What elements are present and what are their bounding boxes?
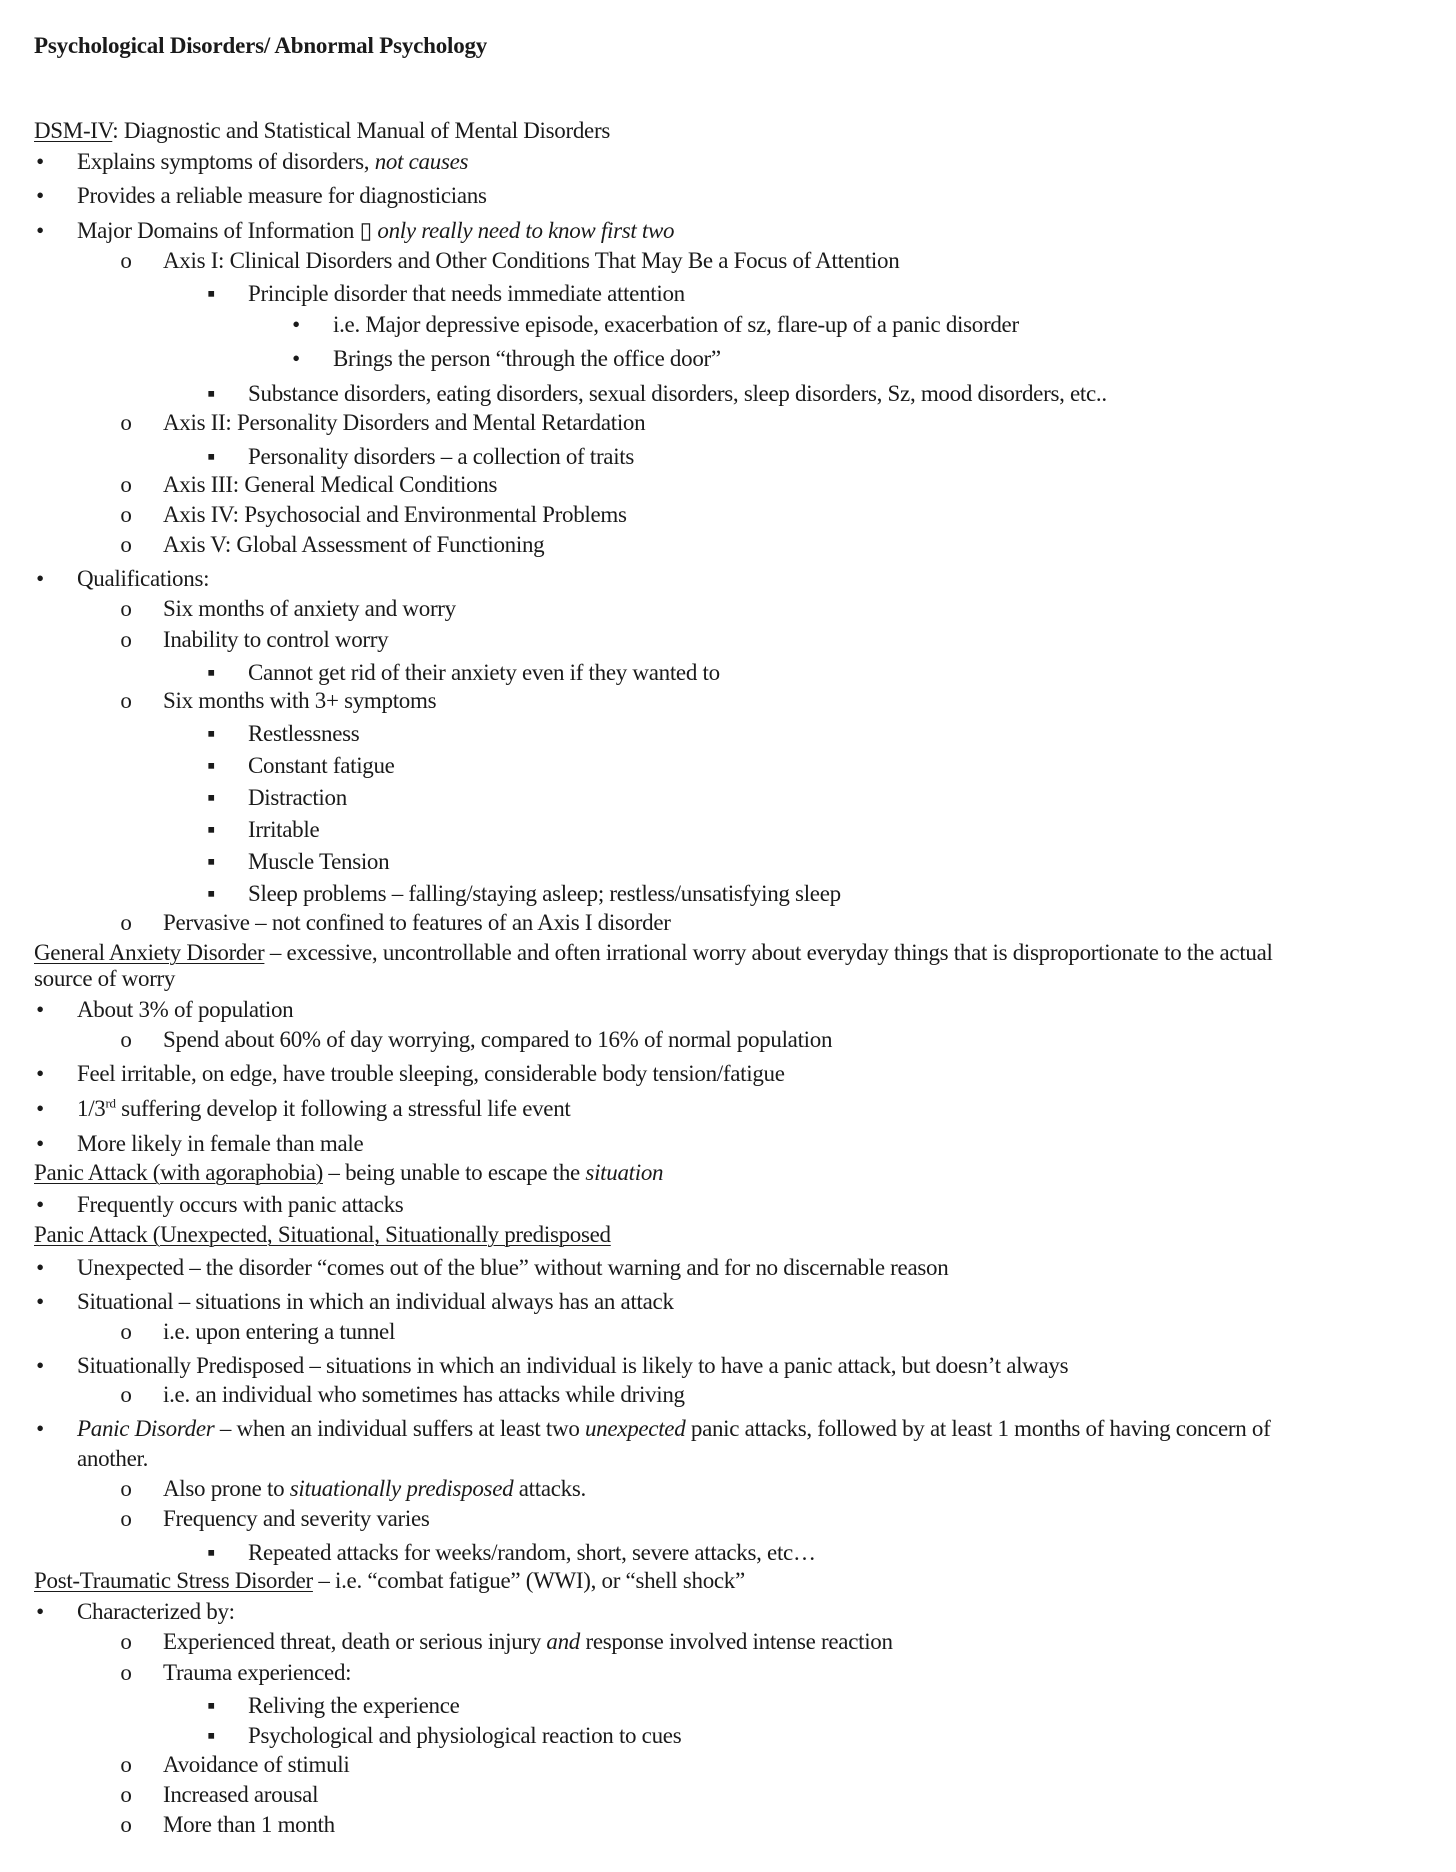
square-marker: ▪ [207, 444, 215, 469]
bullet-marker: • [36, 997, 44, 1022]
list-item: o Axis II: Personality Disorders and Mental Retardation [0, 408, 1456, 438]
circle-marker: o [120, 410, 132, 435]
section-heading-gad: General Anxiety Disorder – excessive, uncontrollable and often irrational worry about everyday things that is disproportionate to the actual [34, 940, 1273, 965]
list-item: • Unexpected – the disorder “comes out of the blue” without warning and for no discernable reason [0, 1253, 1456, 1283]
bullet-marker: • [36, 149, 44, 174]
list-item: o Spend about 60% of day worrying, compared to 16% of normal population [0, 1025, 1456, 1055]
square-marker: ▪ [207, 753, 215, 778]
bullet-marker: • [36, 1255, 44, 1280]
list-item: • About 3% of population [0, 995, 1456, 1025]
circle-marker: o [120, 1382, 132, 1407]
list-item: o Axis I: Clinical Disorders and Other Conditions That May Be a Focus of Attention [0, 246, 1456, 276]
square-marker: ▪ [207, 281, 215, 306]
list-item: ▪ Personality disorders – a collection of traits [0, 442, 1456, 472]
square-marker: ▪ [207, 1540, 215, 1565]
bullet-marker: • [36, 1061, 44, 1086]
list-item: • Qualifications: [0, 564, 1456, 594]
paragraph-continuation: another. [77, 1446, 149, 1471]
paragraph-continuation: source of worry [34, 966, 176, 991]
list-item: o Also prone to situationally predisposed attacks. [0, 1474, 1456, 1504]
list-item: • Feel irritable, on edge, have trouble sleeping, considerable body tension/fatigue [0, 1059, 1456, 1089]
bullet-marker: • [36, 183, 44, 208]
list-item: o Increased arousal [0, 1780, 1456, 1810]
section-heading-ptsd: Post-Traumatic Stress Disorder – i.e. “combat fatigue” (WWI), or “shell shock” [34, 1568, 745, 1593]
circle-marker: o [120, 627, 132, 652]
list-item: ▪ Principle disorder that needs immediate attention [0, 279, 1456, 309]
circle-marker: o [120, 472, 132, 497]
list-item: ▪ Cannot get rid of their anxiety even if they wanted to [0, 658, 1456, 688]
circle-marker: o [120, 1476, 132, 1501]
section-heading-dsm [0, 116, 1456, 146]
page-title: Psychological Disorders/ Abnormal Psychology [34, 33, 488, 58]
list-item: ▪ Substance disorders, eating disorders, sexual disorders, sleep disorders, Sz, mood disorders, etc.. [0, 379, 1456, 409]
list-item: ▪ Sleep problems – falling/staying asleep; restless/unsatisfying sleep [0, 879, 1456, 909]
square-marker: ▪ [207, 381, 215, 406]
list-item: • Situationally Predisposed – situations in which an individual is likely to have a panic attack, but doesn’t always [0, 1351, 1456, 1381]
circle-marker: o [120, 1319, 132, 1344]
bullet-marker: • [36, 1131, 44, 1156]
list-item: o Axis III: General Medical Conditions [0, 470, 1456, 500]
list-item: ▪ Psychological and physiological reaction to cues [0, 1721, 1456, 1751]
list-item: o Axis IV: Psychosocial and Environmental Problems [0, 500, 1456, 530]
square-marker: ▪ [207, 881, 215, 906]
circle-marker: o [120, 1629, 132, 1654]
bullet-marker: • [292, 312, 300, 337]
list-item: o More than 1 month [0, 1810, 1456, 1840]
circle-marker: o [120, 1782, 132, 1807]
square-marker: ▪ [207, 660, 215, 685]
list-item: ▪ Irritable [0, 815, 1456, 845]
list-item: o Frequency and severity varies [0, 1504, 1456, 1534]
bullet-marker: • [36, 1096, 44, 1121]
bullet-marker: • [36, 1289, 44, 1314]
list-item: o Avoidance of stimuli [0, 1750, 1456, 1780]
circle-marker: o [120, 910, 132, 935]
bullet-marker: • [36, 218, 44, 243]
list-item: o Inability to control worry [0, 625, 1456, 655]
circle-marker: o [120, 1660, 132, 1685]
list-item: • i.e. Major depressive episode, exacerbation of sz, flare-up of a panic disorder [0, 310, 1456, 340]
list-item: ▪ Constant fatigue [0, 751, 1456, 781]
list-item: o i.e. an individual who sometimes has attacks while driving [0, 1380, 1456, 1410]
section-heading-panic: Panic Attack (Unexpected, Situational, Situationally predisposed [34, 1222, 611, 1247]
section-heading-agoraphobia: Panic Attack (with agoraphobia) – being unable to escape the situation [34, 1160, 664, 1185]
circle-marker: o [120, 248, 132, 273]
square-marker: ▪ [207, 721, 215, 746]
list-item: • Situational – situations in which an individual always has an attack [0, 1287, 1456, 1317]
circle-marker: o [120, 1752, 132, 1777]
dsm-heading: DSM-IV [34, 118, 113, 143]
list-item: ▪ Reliving the experience [0, 1691, 1456, 1721]
gad-heading: General Anxiety Disorder [34, 940, 265, 965]
list-item: • Frequently occurs with panic attacks [0, 1190, 1456, 1220]
list-item: ▪ Repeated attacks for weeks/random, short, severe attacks, etc… [0, 1538, 1456, 1568]
square-marker: ▪ [207, 817, 215, 842]
circle-marker: o [120, 1506, 132, 1531]
square-marker: ▪ [207, 1693, 215, 1718]
dsm-heading-rest: : Diagnostic and Statistical Manual of Mental Disorders [112, 118, 610, 143]
bullet-marker: • [36, 566, 44, 591]
circle-marker: o [120, 1027, 132, 1052]
list-item: ▪ Restlessness [0, 719, 1456, 749]
square-marker: ▪ [207, 1723, 215, 1748]
list-item: • Panic Disorder – when an individual suffers at least two unexpected panic attacks, followed by at least 1 months of having concern of [0, 1414, 1456, 1444]
circle-marker: o [120, 596, 132, 621]
list-item: o Experienced threat, death or serious injury and response involved intense reaction [0, 1627, 1456, 1657]
bullet-marker: • [36, 1599, 44, 1624]
list-item: • Explains symptoms of disorders, not causes [0, 147, 1456, 177]
list-item: • Characterized by: [0, 1597, 1456, 1627]
circle-marker: o [120, 502, 132, 527]
list-item: o Trauma experienced: [0, 1658, 1456, 1688]
list-item: o Six months with 3+ symptoms [0, 686, 1456, 716]
list-item: ▪ Muscle Tension [0, 847, 1456, 877]
bullet-marker: • [292, 346, 300, 371]
bullet-marker: • [36, 1192, 44, 1217]
list-item: • Brings the person “through the office door” [0, 344, 1456, 374]
list-item: • Provides a reliable measure for diagnosticians [0, 181, 1456, 211]
list-item: o Six months of anxiety and worry [0, 594, 1456, 624]
list-item: • More likely in female than male [0, 1129, 1456, 1159]
circle-marker: o [120, 688, 132, 713]
list-item: o Axis V: Global Assessment of Functioning [0, 530, 1456, 560]
list-item: o i.e. upon entering a tunnel [0, 1317, 1456, 1347]
list-item: ▪ Distraction [0, 783, 1456, 813]
square-marker: ▪ [207, 785, 215, 810]
list-item: o Pervasive – not confined to features of an Axis I disorder [0, 908, 1456, 938]
circle-marker: o [120, 532, 132, 557]
bullet-marker: • [36, 1416, 44, 1441]
list-item: • 1/3rd suffering develop it following a stressful life event [0, 1094, 1456, 1124]
bullet-marker: • [36, 1353, 44, 1378]
square-marker: ▪ [207, 849, 215, 874]
list-item: • Major Domains of Information ▯ only really need to know first two [0, 216, 1456, 246]
circle-marker: o [120, 1812, 132, 1837]
